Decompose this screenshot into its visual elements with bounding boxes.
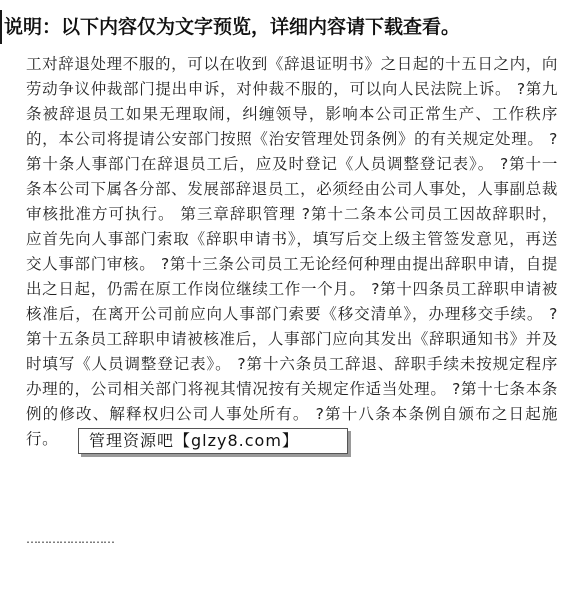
document-ellipsis: ……………………	[26, 532, 114, 546]
document-body-text: 工对辞退处理不服的，可以在收到《辞退证明书》之日起的十五日之内，向劳动争议仲裁部门提出申诉，对仲裁不服的，可以向人民法院上诉。 ?第九条被辞退员工如果无理取闹，纠缠领导，影响本公司正常生产、工作秩序的，本公司将提请公安部门按照《治安管理处罚条例》的有关规定处理。 ?第十条人事部门在辞退员工后，应及时登记《人员调整登记表》。 ?第十一条本公司下属各分部、发展部辞退员工，必须经由公司人事处，人事副总裁审核批准方可执行。 第三章辞职管理 ?第十二条本公司员工因故辞职时，应首先向人事部门索取《辞职申请书》，填写后交上级主管签发意见，再送交人事部门审核。 ?第十三条公司员工无论经何种理由提出辞职申请，自提出之日起，仍需在原工作岗位继续工作一个月。 ?第十四条员工辞职申请被核准后，在离开公司前应向人事部门索要《移交清单》，办理移交手续。 ?第十五条员工辞职申请被核准后，人事部门应向其发出《辞职通知书》并及时填写《人员调整登记表》。 ?第十六条员工辞退、辞职手续未按规定程序办理的，公司相关部门将视其情况按有关规定作适当处理。 ?第十七条本条例的修改、解释权归公司人事处所有。 ?第十八条本条例自颁布之日起施行。	[26, 55, 558, 448]
site-watermark-text: 管理资源吧【glzy8.com】	[89, 431, 299, 450]
preview-notice	[0, 10, 560, 44]
site-watermark	[78, 428, 348, 454]
preview-notice-text: 说明：以下内容仅为文字预览，详细内容请下载查看。	[4, 16, 461, 38]
